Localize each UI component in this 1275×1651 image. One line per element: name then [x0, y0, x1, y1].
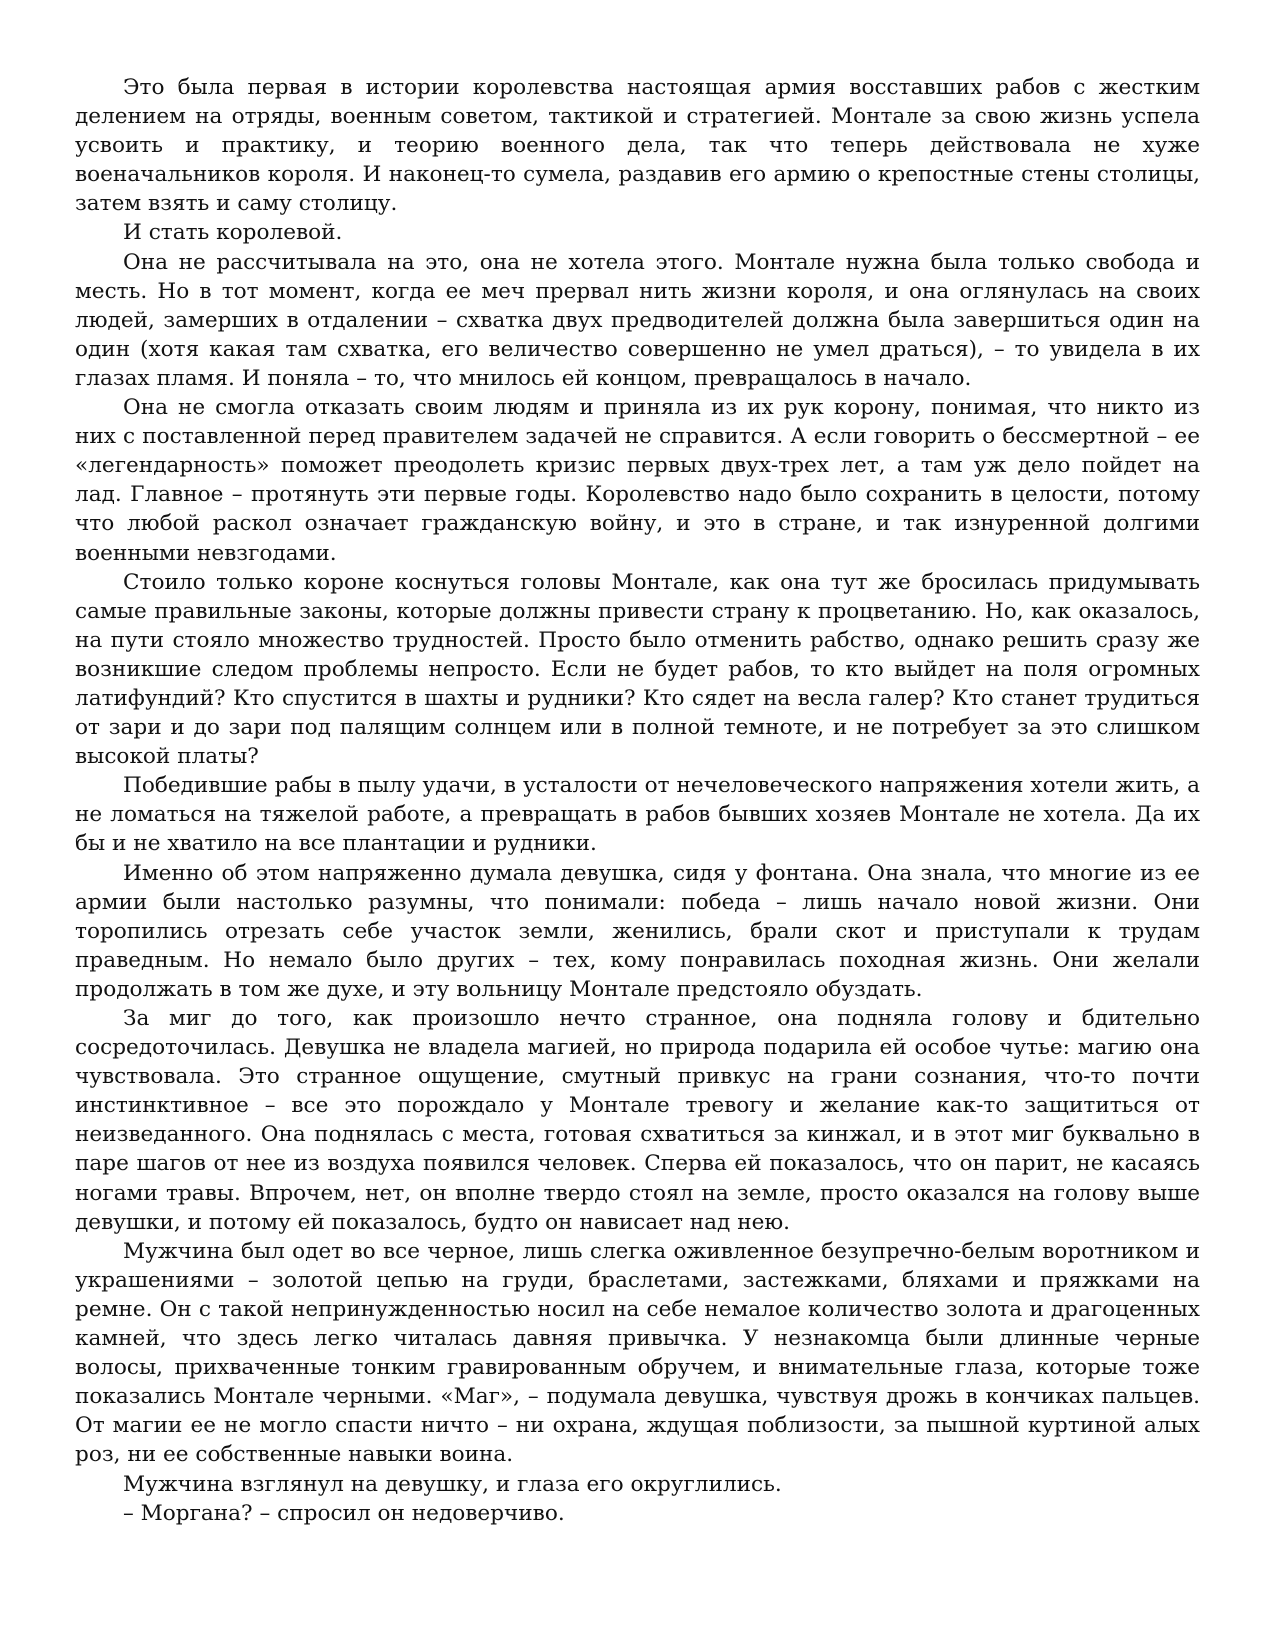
paragraph: Стоило только короне коснуться головы Монтале, как она тут же бросилась придумывать самые правильные законы, которые должны привести страну к процветанию. Но, как оказалось, на пути стояло множество трудностей. Просто было отменить рабство, однако решить сразу же возникшие следом проблемы непросто. Если не будет рабов, то кто выйдет на поля огромных латифундий? Кто спустится в шахты и рудники? Кто сядет на весла галер? Кто станет трудиться от зари и до зари под палящим солнцем или в полной темноте, и не потребует за это слишком высокой платы?: [75, 569, 1200, 770]
paragraph: Она не смогла отказать своим людям и приняла из их рук корону, понимая, что никто из них с поставленной перед правителем задачей не справится. А если говорить о бессмертной – ее «легендарность» поможет преодолеть кризис первых двух-трех лет, а там уж дело пойдет на лад. Главное – протянуть эти первые годы. Королевство надо было сохранить в целости, потому что любой раскол означает гражданскую войну, и это в стране, и так изнуренной долгими военными невзгодами.: [75, 395, 1200, 566]
paragraph: Она не рассчитывала на это, она не хотела этого. Монтале нужна была только свобода и месть. Но в тот момент, когда ее меч прервал нить жизни короля, и она оглянулась на своих людей, замерших в отдалении – схватка двух предводителей должна была завершиться один на один (хотя какая там схватка, его величество совершенно не умел драться), – то увидела в их глазах пламя. И поняла – то, что мнилось ей концом, превращалось в начало.: [75, 249, 1200, 391]
paragraph: Мужчина взглянул на девушку, и глаза его округлились.: [123, 1471, 782, 1497]
paragraph: Мужчина был одет во все черное, лишь слегка оживленное безупречно-белым воротником и украшениями – золотой цепью на груди, браслетами, застежками, бляхами и пряжками на ремне. Он с такой непринужденностью носил на себе немалое количество золота и драгоценных камней, что здесь легко читалась давняя привычка. У незнакомца были длинные черные волосы, прихваченные тонким гравированным обручем, и внимательные глаза, которые тоже показались Монтале черными. «Маг», – подумала девушка, чувствуя дрожь в кончиках пальцев. От магии ее не могло спасти ничто – ни охрана, ждущая поблизости, за пышной куртиной алых роз, ни ее собственные навыки воина.: [75, 1238, 1200, 1468]
document-page: [75, 73, 1200, 1528]
paragraph: – Моргана? – спросил он недоверчиво.: [123, 1500, 565, 1526]
paragraph: Победившие рабы в пылу удачи, в усталости от нечеловеческого напряжения хотели жить, а не ломаться на тяжелой работе, а превращать в рабов бывших хозяев Монтале не хотела. Да их бы и не хватило на все плантации и рудники.: [75, 773, 1200, 857]
paragraph: За миг до того, как произошло нечто странное, она подняла голову и бдительно сосредоточилась. Девушка не владела магией, но природа подарила ей особое чутье: магию она чувствовала. Это странное ощущение, смутный привкус на грани сознания, что-то почти инстинктивное – все это порождало у Монтале тревогу и желание как-то защититься от неизведанного. Она поднялась с места, готовая схватиться за кинжал, и в этот миг буквально в паре шагов от нее из воздуха появился человек. Сперва ей показалось, что он парит, не касаясь ногами травы. Впрочем, нет, он вполне твердо стоял на земле, просто оказался на голову выше девушки, и потому ей показалось, будто он нависает над нею.: [75, 1006, 1200, 1235]
paragraph: Именно об этом напряженно думала девушка, сидя у фонтана. Она знала, что многие из ее армии были настолько разумны, что понимали: победа – лишь начало новой жизни. Они торопились отрезать себе участок земли, женились, брали скот и приступали к трудам праведным. Но немало было других – тех, кому понравилась походная жизнь. Они желали продолжать в том же духе, и эту вольницу Монтале предстояло обуздать.: [75, 860, 1200, 1002]
paragraph: Это была первая в истории королевства настоящая армия восставших рабов с жестким делением на отряды, военным советом, тактикой и стратегией. Монтале за свою жизнь успела усвоить и практику, и теорию военного дела, так что теперь действовала не хуже военачальников короля. И наконец-то сумела, раздавив его армию о крепостные стены столицы, затем взять и саму столицу.: [75, 75, 1200, 217]
paragraph: И стать королевой.: [123, 220, 343, 246]
